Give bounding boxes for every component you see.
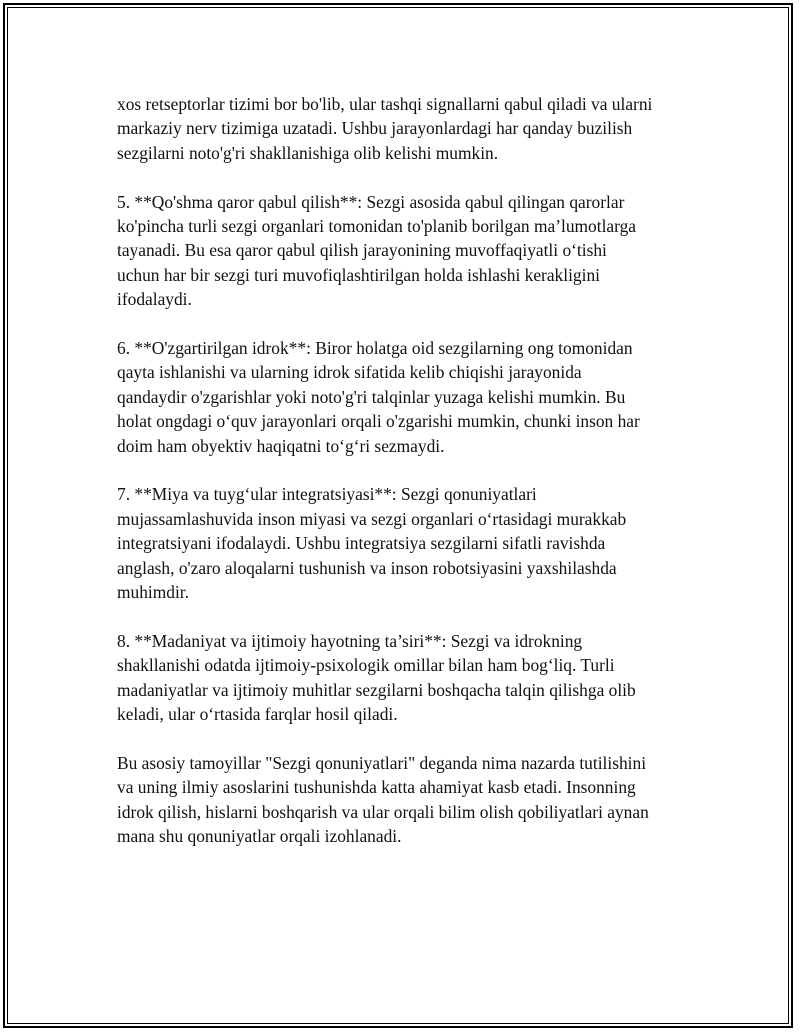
paragraph [117, 482, 697, 604]
text-line: xos retseptorlar tizimi bor bo'lib, ular tashqi signallarni qabul qiladi va ularni [117, 94, 653, 114]
text-line: markaziy nerv tizimiga uzatadi. Ushbu jarayonlardagi har qanday buzilish [117, 118, 633, 139]
text-line: qandaydir o'zgarishlar yoki noto'g'ri talqinlar yuzaga kelishi mumkin. Bu [117, 386, 626, 407]
paragraph [117, 336, 697, 458]
text-line: 8. **Madaniyat va ijtimoiy hayotning ta’siri**: Sezgi va idrokning [117, 630, 583, 651]
text-line: mana shu qonuniyatlar orqali izohlanadi. [117, 826, 402, 847]
document-body [117, 92, 697, 873]
text-line: holat ongdagi o‘quv jarayonlari orqali o'zgarishi mumkin, chunki inson har [117, 411, 640, 432]
text-line: shakllanishi odatda ijtimoiy-psixologik omillar bilan ham bog‘liq. Turli [117, 655, 615, 676]
paragraph [117, 629, 697, 727]
text-line: tayanadi. Bu esa qaror qabul qilish jarayonining muvoffaqiyatli o‘tishi [117, 240, 607, 261]
text-line: anglash, o'zaro aloqalarni tushunish va inson robotsiyasini yaxshilashda [117, 557, 617, 578]
text-line: mujassamlashuvida inson miyasi va sezgi organlari o‘rtasidagi murakkab [117, 508, 627, 529]
text-line: Bu asosiy tamoyillar "Sezgi qonuniyatlari" deganda nima nazarda tutilishini [117, 752, 647, 773]
text-line: keladi, ular o‘rtasida farqlar hosil qiladi. [117, 704, 398, 725]
text-line: muhimdir. [117, 582, 189, 603]
text-line: va uning ilmiy asoslarini tushunishda katta ahamiyat kasb etadi. Insonning [117, 777, 636, 798]
text-line: sezgilarni noto'g'ri shakllanishiga olib kelishi mumkin. [117, 142, 499, 163]
text-line: ifodalaydi. [117, 289, 192, 310]
text-line: qayta ishlanishi va ularning idrok sifatida kelib chiqishi jarayonida [117, 362, 582, 383]
text-line: 7. **Miya va tuyg‘ular integratsiyasi**: Sezgi qonuniyatlari [117, 484, 537, 505]
text-line: integratsiyani ifodalaydi. Ushbu integratsiya sezgilarni sifatli ravishda [117, 533, 606, 554]
text-line: madaniyatlar va ijtimoiy muhitlar sezgilarni boshqacha talqin qilishga olib [117, 679, 636, 700]
paragraph [117, 92, 697, 165]
text-line: 5. **Qo'shma qaror qabul qilish**: Sezgi asosida qabul qilingan qarorlar [117, 191, 625, 212]
paragraph [117, 751, 697, 849]
text-line: uchun har bir sezgi turi muvofiqlashtirilgan holda ishlashi kerakligini [117, 264, 600, 285]
text-line: ko'pincha turli sezgi organlari tomonidan to'planib borilgan ma’lumotlarga [117, 216, 637, 237]
paragraph [117, 190, 697, 312]
text-line: 6. **O'zgartirilgan idrok**: Biror holatga oid sezgilarning ong tomonidan [117, 338, 633, 359]
text-line: doim ham obyektiv haqiqatni to‘g‘ri sezmaydi. [117, 435, 445, 456]
text-line: idrok qilish, hislarni boshqarish va ular orqali bilim olish qobiliyatlari aynan [117, 801, 649, 822]
